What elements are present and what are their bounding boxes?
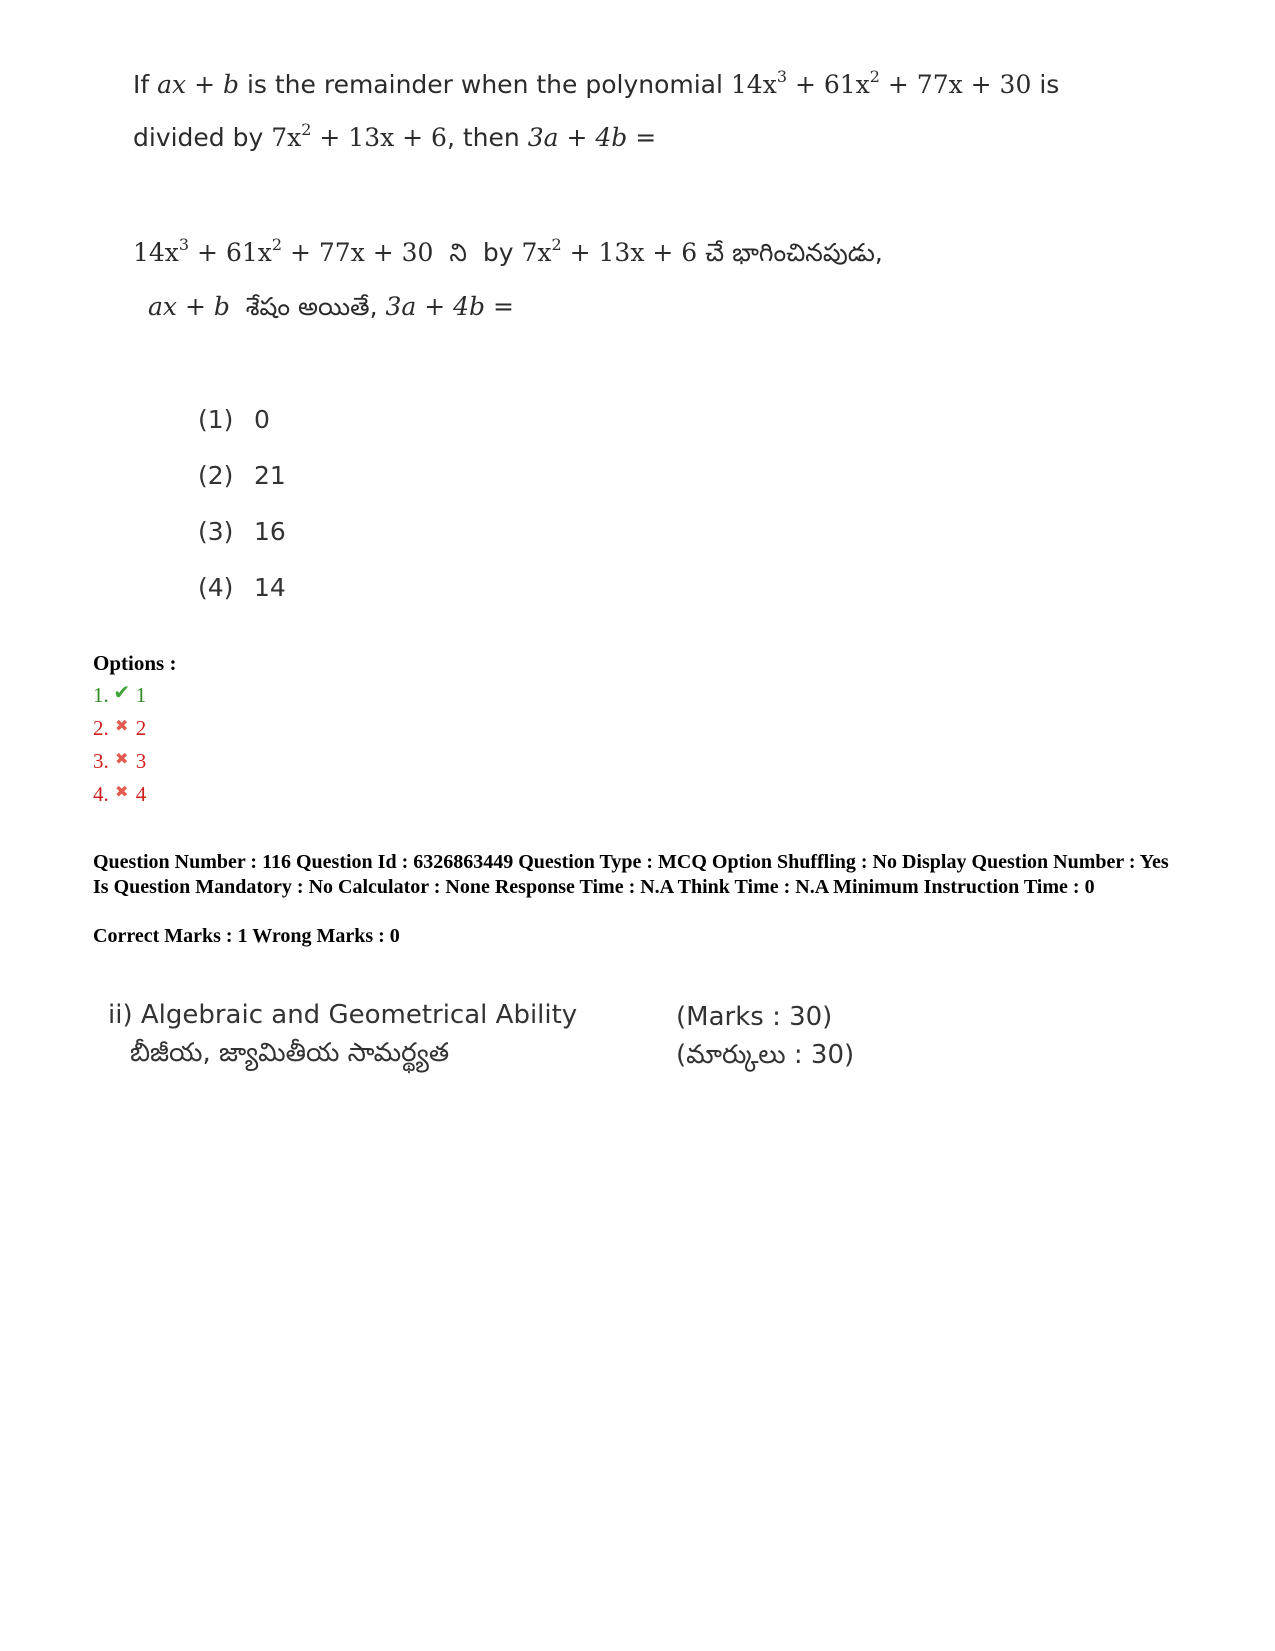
divisor: $7x^2 + 13x + 6$	[271, 120, 447, 152]
section-title: ii) Algebraic and Geometrical Ability	[108, 1000, 578, 1030]
cross-icon: ✖	[115, 751, 129, 768]
answer-option-wrong: 4. ✖ 4	[93, 782, 147, 806]
section-marks: (Marks : 30)	[676, 1002, 833, 1032]
question-telugu-line-1: $14x^3 + 61x^2 + 77x + 30$ ని by $7x^2 + 13x + 6$ చే భాగించినపుడు,	[133, 235, 883, 267]
question-metadata: Question Number : 116 Question Id : 6326863449 Question Type : MCQ Option Shuffling : No Display Question Number : Yes Is Question Mandatory : No Calculator : None Response Time : N.A Think Time : N.A Minimum Instruction Time : 0	[93, 851, 1169, 898]
cross-icon: ✖	[115, 718, 129, 735]
choice-item: (3) 16	[198, 517, 286, 546]
options-heading: Options :	[93, 651, 177, 675]
cross-icon: ✖	[115, 784, 129, 801]
choice-item: (1) 0	[198, 405, 270, 434]
polynomial: $14x^3 + 61x^2 + 77x + 30$	[730, 67, 1032, 99]
divisor: $7x^2 + 13x + 6$	[521, 235, 698, 267]
polynomial: $14x^3 + 61x^2 + 77x + 30$	[133, 235, 434, 267]
question-english-line-1: If ax + b is the remainder when the polynomial $14x^3 + 61x^2 + 77x + 30$ is	[133, 67, 1060, 99]
check-icon: ✔	[113, 682, 131, 704]
target-expression: 3a + 4b	[527, 123, 628, 152]
answer-option-wrong: 2. ✖ 2	[93, 716, 147, 740]
answer-option-wrong: 3. ✖ 3	[93, 749, 147, 773]
choice-item: (4) 14	[198, 573, 286, 602]
math-expression: ax + b	[157, 70, 239, 99]
section-marks-telugu: (మార్కులు : 30)	[676, 1040, 855, 1070]
target-expression: 3a + 4b	[385, 292, 486, 321]
choice-item: (2) 21	[198, 461, 286, 490]
answer-option-correct: 1. ✔ 1	[93, 682, 147, 707]
marks-info: Correct Marks : 1 Wrong Marks : 0	[93, 925, 400, 947]
math-expression: ax + b	[148, 292, 230, 321]
question-english-line-2: divided by $7x^2 + 13x + 6$, then 3a + 4b =	[133, 120, 657, 152]
question-telugu-line-2: ax + b శేషం అయితే, 3a + 4b =	[148, 292, 514, 321]
section-title-telugu: బీజీయ, జ్యామితీయ సామర్థ్యత	[130, 1038, 450, 1068]
